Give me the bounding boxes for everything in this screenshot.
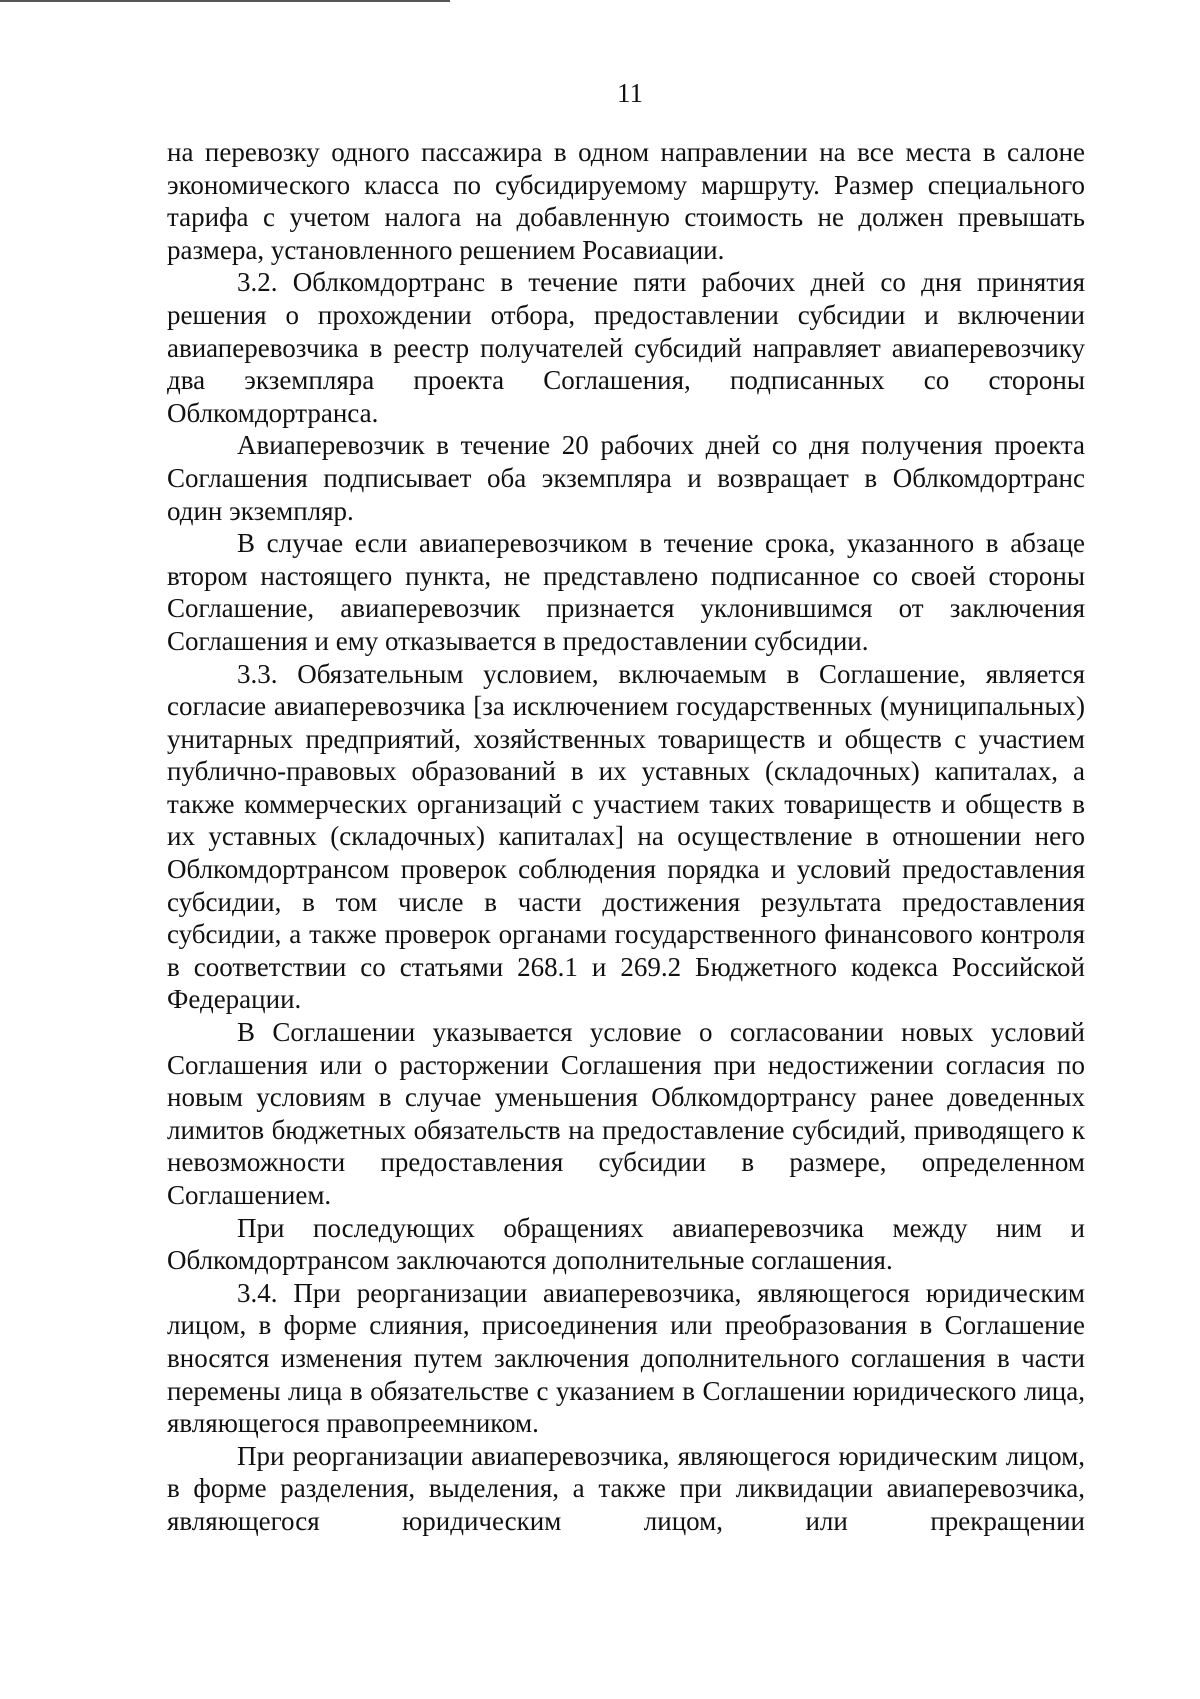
scan-top-rule (0, 0, 450, 2)
paragraph-evasion: В случае если авиаперевозчиком в течение срока, указанного в абзаце втором настоящего пункта, не представлено подписанное со своей стороны Соглашение, авиаперевозчик признается уклонившимся от заключения Соглашения и ему отказывается в предоставлении субсидии. (167, 528, 1085, 656)
paragraph-3-2: 3.2. Облкомдортранс в течение пяти рабочих дней со дня принятия решения о прохождении отбора, предоставлении субсидии и включении авиаперевозчика в реестр получателей субсидий направляет авиаперевозчику два экземпляра проекта Соглашения, подписанных со стороны Облкомдортранса. (167, 267, 1085, 428)
page-number: 11 (617, 78, 643, 108)
paragraph-additional-agreements: При последующих обращениях авиаперевозчика между ним и Облкомдортрансом заключаются дополнительные соглашения. (167, 1212, 1085, 1276)
document-body (167, 136, 1085, 1538)
paragraph-new-conditions: В Соглашении указывается условие о согласовании новых условий Соглашения или о расторжении Соглашения при недостижении согласия по новым условиям в случае уменьшения Облкомдортрансу ранее доведенных лимитов бюджетных обязательств на предоставление субсидий, приводящего к невозможности предоставления субсидии в размере, определенном Соглашением. (167, 1017, 1085, 1210)
paragraph-reorganization: При реорганизации авиаперевозчика, являющегося юридическим лицом, в форме разделения, выделения, а также при ликвидации авиаперевозчика, являющегося юридическим лицом, или прекращении (167, 1440, 1085, 1536)
paragraph-tariff-continuation: на перевозку одного пассажира в одном направлении на все места в салоне экономического класса по субсидируемому маршруту. Размер специального тарифа с учетом налога на добавленную стоимость не должен превышать размера, установленного решением Росавиации. (167, 137, 1085, 265)
paragraph-3-3: 3.3. Обязательным условием, включаемым в Соглашение, является согласие авиаперевозчика [за исключением государственных (муниципальных) унитарных предприятий, хозяйственных товариществ и обществ с участием публично-правовых образований в их уставных (складочных) капиталах, а также коммерческих организаций с участием таких товариществ и обществ в их уставных (складочных) капиталах] на осуществление в отношении него Облкомдортрансом проверок соблюдения порядка и условий предоставления субсидии, в том числе в части достижения результата предоставления субсидии, а также проверок органами государственного финансового контроля в соответствии со статьями 268.1 и 269.2 Бюджетного кодекса Российской Федерации. (167, 658, 1085, 1015)
paragraph-3-4: 3.4. При реорганизации авиаперевозчика, являющегося юридическим лицом, в форме слияния, присоединения или преобразования в Соглашение вносятся изменения путем заключения дополнительного соглашения в части перемены лица в обязательстве с указанием в Соглашении юридического лица, являющегося правопреемником. (167, 1277, 1085, 1439)
paragraph-carrier-signs: Авиаперевозчик в течение 20 рабочих дней со дня получения проекта Соглашения подписывает оба экземпляра и возвращает в Облкомдортранс один экземпляр. (167, 430, 1085, 526)
